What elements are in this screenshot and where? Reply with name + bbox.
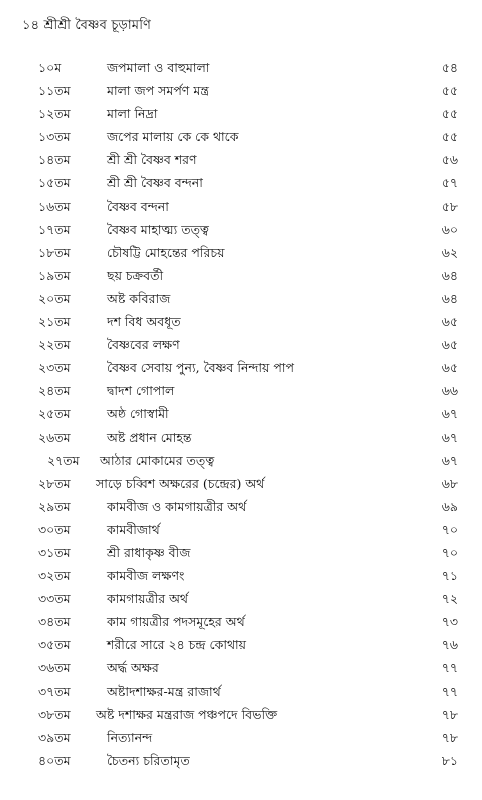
chapter-title: কাম গায়ত্রীর পদসমূহের অর্থ [107, 614, 245, 630]
chapter-number: ১৯তম [38, 267, 71, 283]
chapter-title: কামবীজার্থ [107, 521, 160, 537]
page-number: ৭৭ [441, 683, 458, 699]
page-number: ৬৭ [441, 406, 458, 422]
chapter-number: ১৩তম [38, 129, 71, 145]
chapter-number: ১৫তম [38, 175, 71, 191]
chapter-title: কামবীজ ও কামগায়ত্রীর অর্থ [107, 498, 247, 514]
chapter-title: বৈষ্ণবের লক্ষণ [107, 337, 180, 353]
page-number: ৬৯ [441, 498, 458, 514]
chapter-title: শ্রী রাধাকৃষ্ণ বীজ [107, 544, 191, 560]
chapter-number: ৩৪তম [38, 614, 71, 630]
page-number: ৫৫ [441, 129, 458, 145]
toc-row [0, 726, 482, 749]
chapter-title: শরীরে সারে ২৪ চন্দ্র কোথায় [107, 637, 247, 653]
toc-row [0, 633, 482, 656]
toc-row [0, 518, 482, 541]
chapter-number: ১৭তম [38, 221, 71, 237]
chapter-number: ২৮তম [38, 475, 71, 491]
page-number: ৬৮ [441, 475, 458, 491]
toc-row [0, 680, 482, 703]
chapter-title: অষ্টাদশাক্ষর-মন্ত্র রাজার্থ [107, 683, 221, 699]
chapter-title: কামগায়ত্রীর অর্থ [107, 591, 189, 607]
page-number: ৮১ [441, 752, 458, 768]
chapter-number: ১৪তম [38, 152, 71, 168]
chapter-title: জপের মালায় কে কে থাকে [107, 129, 239, 145]
page-number: ৬৪ [441, 267, 458, 283]
chapter-title: বৈষ্ণব সেবায় পুন্য, বৈষ্ণব নিন্দায় পাপ [107, 360, 294, 376]
toc-row [0, 426, 482, 449]
toc-row [0, 195, 482, 218]
toc-row [0, 125, 482, 148]
toc-row [0, 333, 482, 356]
toc-row [0, 287, 482, 310]
chapter-number: ২৭তম [47, 452, 80, 468]
toc-row [0, 472, 482, 495]
chapter-title: শ্রী শ্রী বৈষ্ণব শরণ [107, 152, 197, 168]
page-number: ৭০ [441, 544, 458, 560]
chapter-title: মালা নিদ্রা [107, 106, 158, 122]
page-number: ৬০ [441, 221, 458, 237]
toc-row [0, 587, 482, 610]
toc-row [0, 171, 482, 194]
toc-row [0, 264, 482, 287]
toc-row [0, 102, 482, 125]
chapter-title: কামবীজ লক্ষণং [107, 568, 185, 584]
table-of-contents [0, 56, 482, 772]
toc-row [0, 310, 482, 333]
page-number: ৭৭ [441, 660, 458, 676]
chapter-title: অষ্ঠ গোস্বামী [107, 406, 169, 422]
chapter-title: শ্রী শ্রী বৈষ্ণব বন্দনা [107, 175, 203, 191]
toc-row [0, 495, 482, 518]
page-number: ৬২ [441, 244, 458, 260]
chapter-title: অষ্ট কবিরাজ [107, 290, 171, 306]
chapter-title: বৈষ্ণব বন্দনা [107, 198, 169, 214]
page-number: ৬৫ [441, 360, 458, 376]
toc-row [0, 703, 482, 726]
chapter-title: সাড়ে চব্বিশ অক্ষরের (চন্দ্রের) অর্থ [96, 475, 265, 491]
chapter-number: ৩১তম [38, 544, 71, 560]
toc-row [0, 656, 482, 679]
page-number: ৫৮ [441, 198, 458, 214]
chapter-number: ২৯তম [38, 498, 71, 514]
chapter-number: ১৮তম [38, 244, 71, 260]
chapter-number: ৪০তম [38, 752, 71, 768]
chapter-number: ২০তম [38, 290, 71, 306]
chapter-title: চৈতন্য চরিতামৃত [107, 752, 190, 768]
toc-row [0, 564, 482, 587]
chapter-title: অষ্ট প্রধান মোহন্ত [107, 429, 192, 445]
toc-row [0, 402, 482, 425]
page-number: ৭২ [441, 591, 458, 607]
page-number: ৭৮ [441, 729, 458, 745]
page-number: ৬৬ [441, 383, 458, 399]
page-number: ৬৪ [441, 290, 458, 306]
toc-row [0, 356, 482, 379]
chapter-number: ২২তম [38, 337, 71, 353]
chapter-number: ১০ম [38, 60, 62, 75]
toc-row [0, 541, 482, 564]
chapter-number: ২১তম [38, 314, 71, 330]
toc-row [0, 379, 482, 402]
chapter-title: আঠার মোকামের তত্ত্ব [100, 452, 215, 468]
chapter-number: ৩২তম [38, 568, 71, 584]
chapter-number: ৩৯তম [38, 729, 71, 745]
chapter-title: অষ্ট দশাক্ষর মন্ত্ররাজ পঞ্চপদে বিভক্তি [96, 706, 278, 722]
toc-row [0, 241, 482, 264]
page-number: ৭৩ [441, 614, 458, 630]
chapter-number: ১১তম [38, 83, 71, 99]
chapter-title: ছয় চক্রবর্তী [107, 267, 164, 283]
page-number: ৬৫ [441, 337, 458, 353]
chapter-number: ১৬তম [38, 198, 71, 214]
toc-row [0, 56, 482, 79]
page-number: ৬৭ [441, 429, 458, 445]
toc-row [0, 749, 482, 772]
chapter-title: মালা জপ সমর্পণ মন্ত্র [107, 83, 209, 99]
chapter-number: ৩০তম [38, 521, 71, 537]
chapter-title: অর্দ্ধ অক্ষর [107, 660, 159, 676]
page-number: ৭১ [441, 568, 458, 584]
chapter-number: ২৪তম [38, 383, 71, 399]
chapter-title: দ্বাদশ গোপাল [107, 383, 175, 399]
chapter-number: ৩৩তম [38, 591, 71, 607]
page-number: ৬৫ [441, 314, 458, 330]
page-number: ৫৪ [441, 60, 458, 75]
chapter-title: জপমালা ও বাহুমালা [107, 60, 210, 75]
chapter-number: ২৫তম [38, 406, 71, 422]
chapter-title: নিত্যানন্দ [107, 729, 153, 745]
toc-row [0, 148, 482, 171]
page-number: ৫৬ [441, 152, 458, 168]
page-number: ৭৮ [441, 706, 458, 722]
chapter-title: দশ বিধ অবধূত [107, 314, 181, 330]
page-number: ৫৭ [441, 175, 458, 191]
chapter-number: ২৬তম [38, 429, 71, 445]
page-number: ৫৫ [441, 83, 458, 99]
chapter-number: ৩৬তম [38, 660, 71, 676]
page-number: ৬৭ [441, 452, 458, 468]
toc-row [0, 449, 482, 472]
toc-row [0, 610, 482, 633]
chapter-number: ৩৮তম [38, 706, 71, 722]
chapter-number: ৩৭তম [38, 683, 71, 699]
chapter-number: ২৩তম [38, 360, 71, 376]
toc-row [0, 79, 482, 102]
page-number: ৭০ [441, 521, 458, 537]
chapter-title: চৌষট্টি মোহন্তের পরিচয় [107, 244, 225, 260]
page-number: ৭৬ [441, 637, 458, 653]
chapter-title: বৈষ্ণব মাহাত্ম্য তত্ত্ব [107, 221, 209, 237]
chapter-number: ৩৫তম [38, 637, 71, 653]
chapter-number: ১২তম [38, 106, 71, 122]
running-head: ১৪ শ্রীশ্রী বৈষ্ণব চূড়ামণি [22, 18, 152, 33]
toc-row [0, 218, 482, 241]
page-number: ৫৫ [441, 106, 458, 122]
